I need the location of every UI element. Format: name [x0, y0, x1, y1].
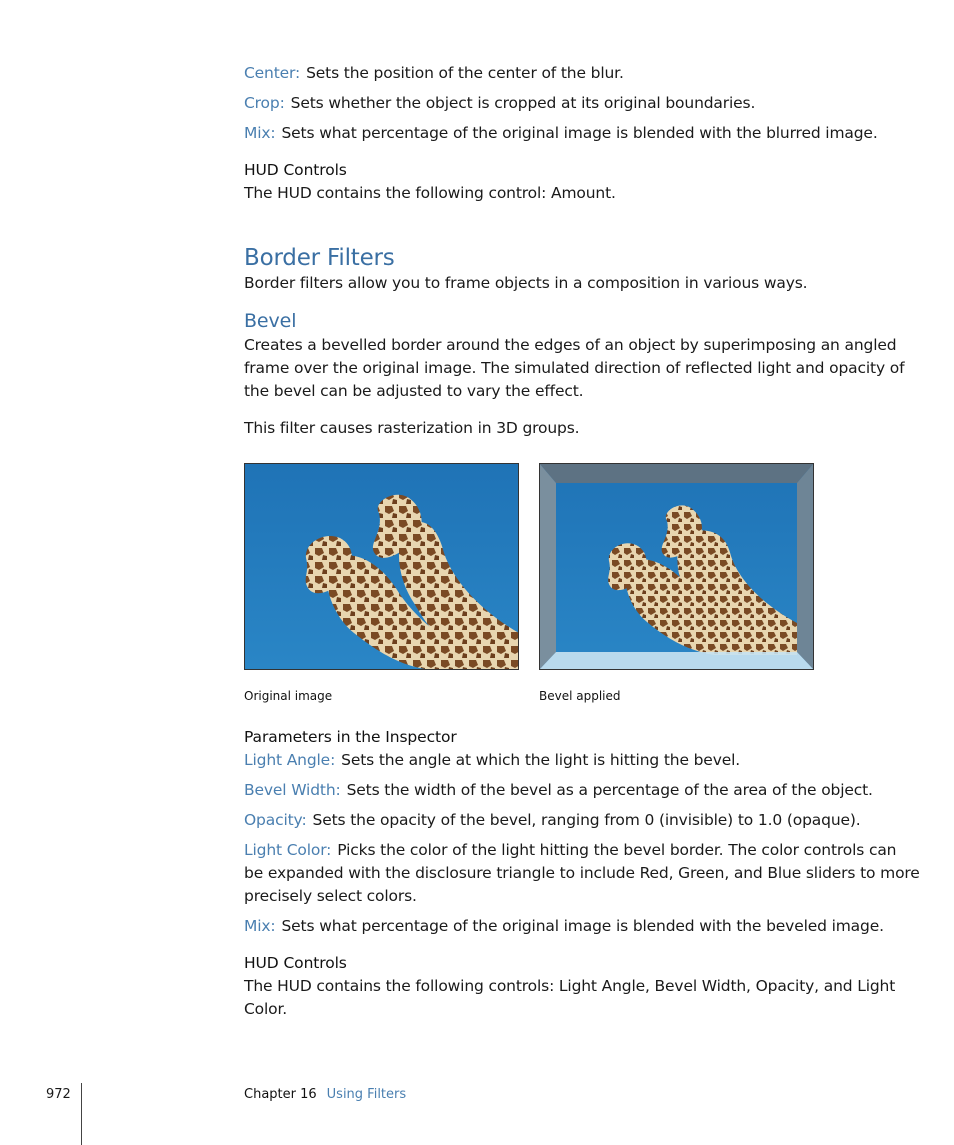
param-mix-bevel	[244, 915, 884, 938]
param-mix	[244, 122, 878, 145]
param-center	[244, 62, 624, 85]
footer-chapter	[244, 1087, 406, 1103]
param-term: Center:	[244, 64, 301, 82]
param-desc: Sets the position of the center of the blur.	[306, 64, 624, 82]
param-opacity	[244, 809, 861, 832]
bevel-desc-line: frame over the original image. The simulated direction of reflected light and opacity of	[244, 359, 905, 377]
hud-controls-text: Color.	[244, 1000, 288, 1018]
footer-divider	[81, 1083, 82, 1145]
bevel-note: This filter causes rasterization in 3D groups.	[244, 419, 580, 437]
param-term: Mix:	[244, 917, 276, 935]
bevel-title: Bevel	[244, 310, 297, 332]
page-number: 972	[46, 1087, 71, 1102]
section-intro: Border filters allow you to frame objects in a composition in various ways.	[244, 274, 808, 292]
inspector-heading: Parameters in the Inspector	[244, 728, 457, 746]
bevel-applied-image	[539, 463, 814, 670]
original-image	[244, 463, 519, 670]
param-term: Bevel Width:	[244, 781, 341, 799]
param-desc-line: be expanded with the disclosure triangle to include Red, Green, and Blue sliders to more	[244, 864, 920, 882]
param-desc: Picks the color of the light hitting the bevel border. The color controls can	[337, 841, 897, 859]
chapter-label: Chapter 16	[244, 1087, 317, 1102]
param-crop	[244, 92, 755, 115]
bevel-desc-line: Creates a bevelled border around the edges of an object by superimposing an angled	[244, 336, 897, 354]
hud-controls-text: The HUD contains the following controls: Light Angle, Bevel Width, Opacity, and Light	[244, 977, 896, 995]
param-term: Light Color:	[244, 841, 332, 859]
param-term: Mix:	[244, 124, 276, 142]
hud-controls-heading: HUD Controls	[244, 161, 347, 179]
param-desc: Sets the opacity of the bevel, ranging from 0 (invisible) to 1.0 (opaque).	[312, 811, 861, 829]
param-desc-line: precisely select colors.	[244, 887, 417, 905]
param-term: Crop:	[244, 94, 285, 112]
param-desc: Sets the width of the bevel as a percentage of the area of the object.	[346, 781, 873, 799]
param-bevel-width	[244, 779, 873, 802]
caption-original: Original image	[244, 689, 333, 703]
param-term: Opacity:	[244, 811, 307, 829]
param-light-angle	[244, 749, 740, 772]
param-desc: Sets what percentage of the original image is blended with the blurred image.	[281, 124, 878, 142]
hud-controls-text: The HUD contains the following control: Amount.	[244, 184, 616, 202]
param-light-color	[244, 839, 896, 862]
section-title: Border Filters	[244, 245, 395, 271]
hud-controls-heading: HUD Controls	[244, 954, 347, 972]
param-desc: Sets whether the object is cropped at its original boundaries.	[290, 94, 756, 112]
caption-bevel: Bevel applied	[539, 689, 621, 703]
param-desc: Sets the angle at which the light is hitting the bevel.	[341, 751, 741, 769]
param-desc: Sets what percentage of the original image is blended with the beveled image.	[281, 917, 884, 935]
bevel-desc-line: the bevel can be adjusted to vary the effect.	[244, 382, 584, 400]
chapter-title: Using Filters	[326, 1087, 407, 1102]
param-term: Light Angle:	[244, 751, 336, 769]
